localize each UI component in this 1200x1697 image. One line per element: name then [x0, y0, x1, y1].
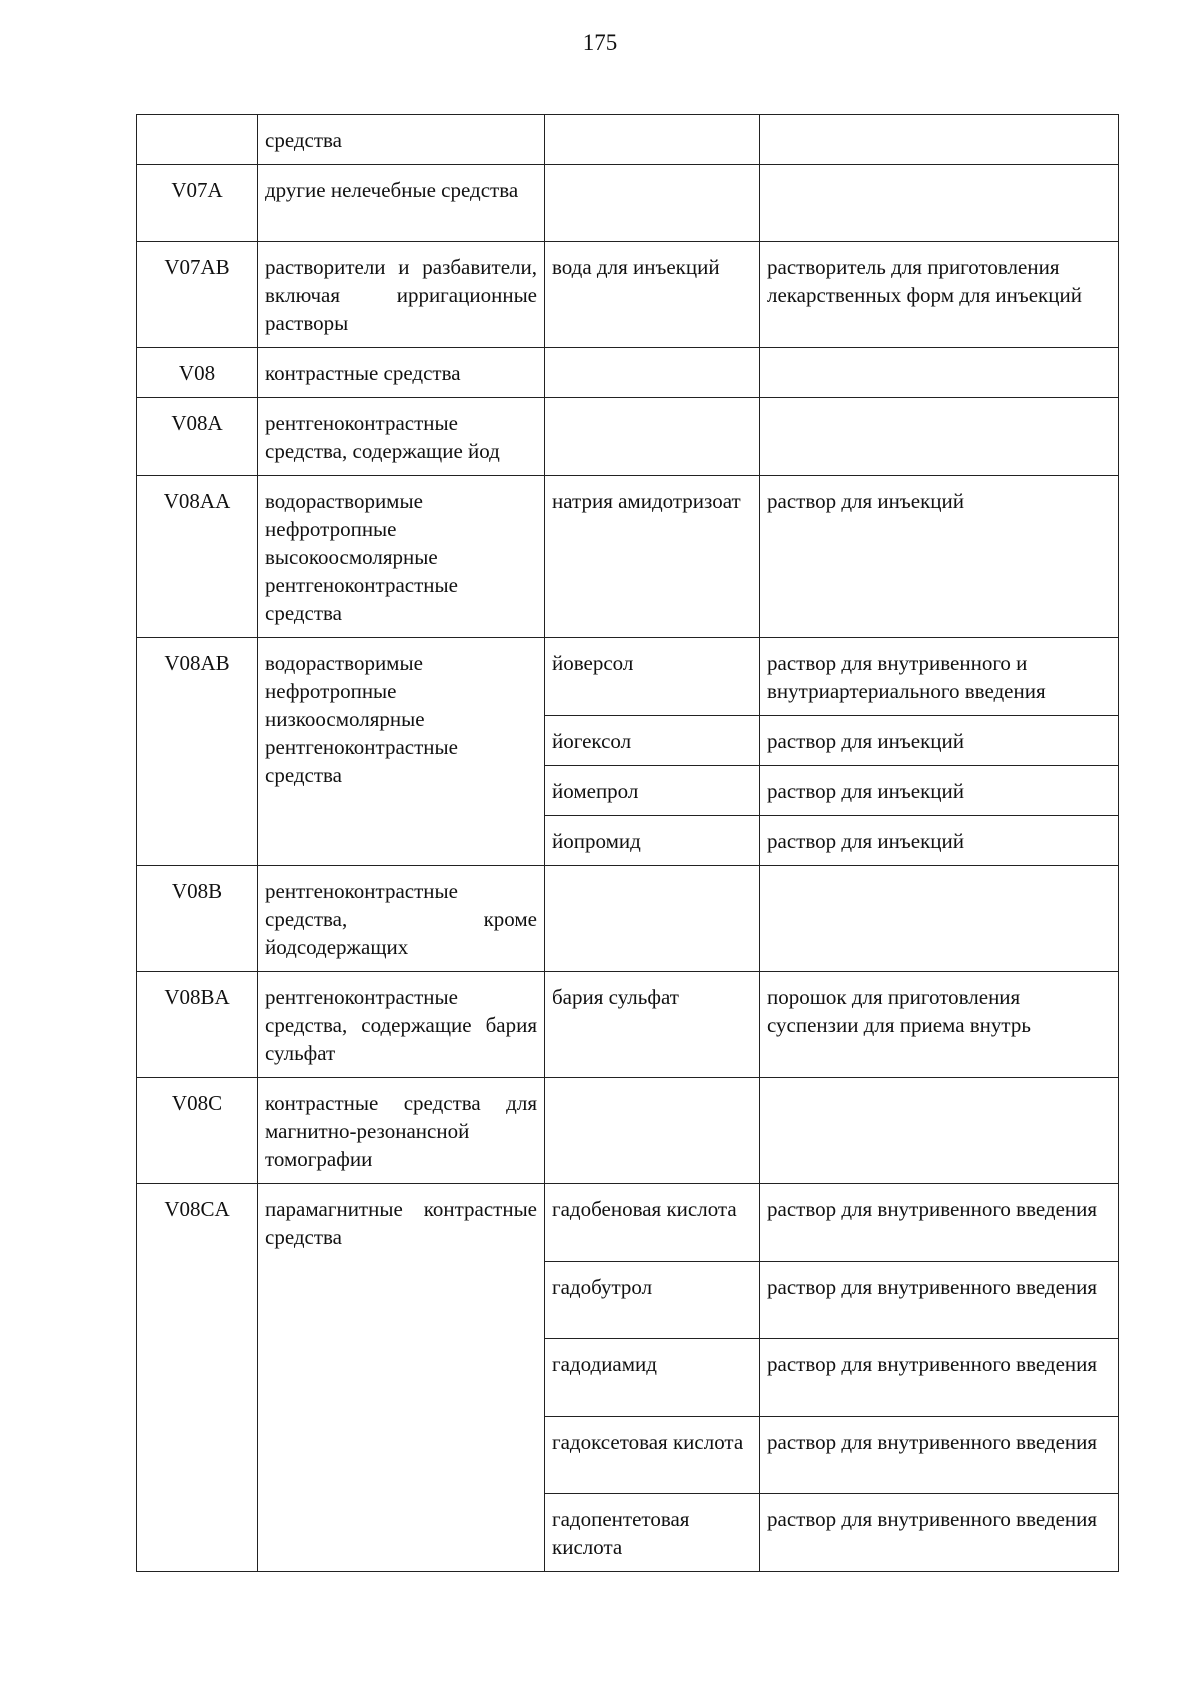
dosage-form-cell: раствор для внутривенного введения — [760, 1494, 1119, 1572]
dosage-form-cell: раствор для внутривенного введения — [760, 1339, 1119, 1417]
table-row — [137, 165, 1119, 242]
dosage-form-cell — [760, 115, 1119, 165]
drug-name-cell: гадоксетовая кислота — [545, 1417, 760, 1494]
drug-name-cell — [545, 398, 760, 476]
atc-code-cell: V08AA — [137, 476, 258, 638]
group-description-cell: растворители и разбавители, включая ирригационные растворы — [258, 242, 545, 348]
dosage-form-cell: раствор для инъекций — [760, 766, 1119, 816]
dosage-form-cell: растворитель для приготовления лекарственных форм для инъекций — [760, 242, 1119, 348]
drug-name-cell — [545, 115, 760, 165]
drug-name-cell — [545, 348, 760, 398]
table-row — [137, 866, 1119, 972]
dosage-form-cell: порошок для приготовления суспензии для приема внутрь — [760, 972, 1119, 1078]
drug-name-cell: натрия амидотризоат — [545, 476, 760, 638]
drug-name-cell: бария сульфат — [545, 972, 760, 1078]
drug-name-cell — [545, 1078, 760, 1184]
page-number: 175 — [582, 30, 618, 55]
group-description-cell: контрастные средства для магнитно-резонансной томографии — [258, 1078, 545, 1184]
atc-code-cell: V08B — [137, 866, 258, 972]
group-description-cell: рентгеноконтрастные средства, кроме йодсодержащих — [258, 866, 545, 972]
dosage-form-cell: раствор для инъекций — [760, 716, 1119, 766]
drug-name-cell: йоверсол — [545, 638, 760, 716]
dosage-form-cell — [760, 1078, 1119, 1184]
table-row — [137, 348, 1119, 398]
drug-name-cell: йопромид — [545, 816, 760, 866]
table-row — [137, 398, 1119, 476]
drug-name-cell: гадобеновая кислота — [545, 1184, 760, 1262]
atc-code-cell: V07A — [137, 165, 258, 242]
atc-code-cell: V08BA — [137, 972, 258, 1078]
dosage-form-cell: раствор для внутривенного введения — [760, 1184, 1119, 1262]
drug-name-cell — [545, 866, 760, 972]
dosage-form-cell: раствор для инъекций — [760, 816, 1119, 866]
table-body — [137, 115, 1119, 1572]
dosage-form-cell — [760, 398, 1119, 476]
drug-name-cell: вода для инъекций — [545, 242, 760, 348]
atc-code-cell: V08 — [137, 348, 258, 398]
table-row — [137, 1078, 1119, 1184]
dosage-form-cell: раствор для внутривенного введения — [760, 1262, 1119, 1339]
drug-name-cell: гадобутрол — [545, 1262, 760, 1339]
atc-code-cell: V08CA — [137, 1184, 258, 1572]
atc-code-cell — [137, 115, 258, 165]
group-description-cell: водорастворимые нефротропные низкоосмолярные рентгеноконтрастные средства — [258, 638, 545, 866]
table-row — [137, 1184, 1119, 1262]
table-row — [137, 242, 1119, 348]
atc-code-cell: V07AB — [137, 242, 258, 348]
dosage-form-cell: раствор для внутривенного и внутриартериального введения — [760, 638, 1119, 716]
drug-name-cell: гадопентетовая кислота — [545, 1494, 760, 1572]
group-description-cell: средства — [258, 115, 545, 165]
atc-code-cell: V08AB — [137, 638, 258, 866]
atc-code-cell: V08A — [137, 398, 258, 476]
drug-name-cell: йогексол — [545, 716, 760, 766]
group-description-cell: контрастные средства — [258, 348, 545, 398]
group-description-cell: водорастворимые нефротропные высокоосмолярные рентгеноконтрастные средства — [258, 476, 545, 638]
group-description-cell: рентгеноконтрастные средства, содержащие йод — [258, 398, 545, 476]
dosage-form-cell: раствор для инъекций — [760, 476, 1119, 638]
drug-name-cell: йомепрол — [545, 766, 760, 816]
table-row — [137, 638, 1119, 716]
group-description-cell: рентгеноконтрастные средства, содержащие бария сульфат — [258, 972, 545, 1078]
drug-name-cell: гадодиамид — [545, 1339, 760, 1417]
atc-code-cell: V08C — [137, 1078, 258, 1184]
dosage-form-cell — [760, 348, 1119, 398]
table-row — [137, 115, 1119, 165]
drug-classification-table — [136, 114, 1119, 1572]
group-description-cell: парамагнитные контрастные средства — [258, 1184, 545, 1572]
drug-name-cell — [545, 165, 760, 242]
dosage-form-cell — [760, 866, 1119, 972]
table-row — [137, 972, 1119, 1078]
group-description-cell: другие нелечебные средства — [258, 165, 545, 242]
dosage-form-cell — [760, 165, 1119, 242]
table-row — [137, 476, 1119, 638]
dosage-form-cell: раствор для внутривенного введения — [760, 1417, 1119, 1494]
